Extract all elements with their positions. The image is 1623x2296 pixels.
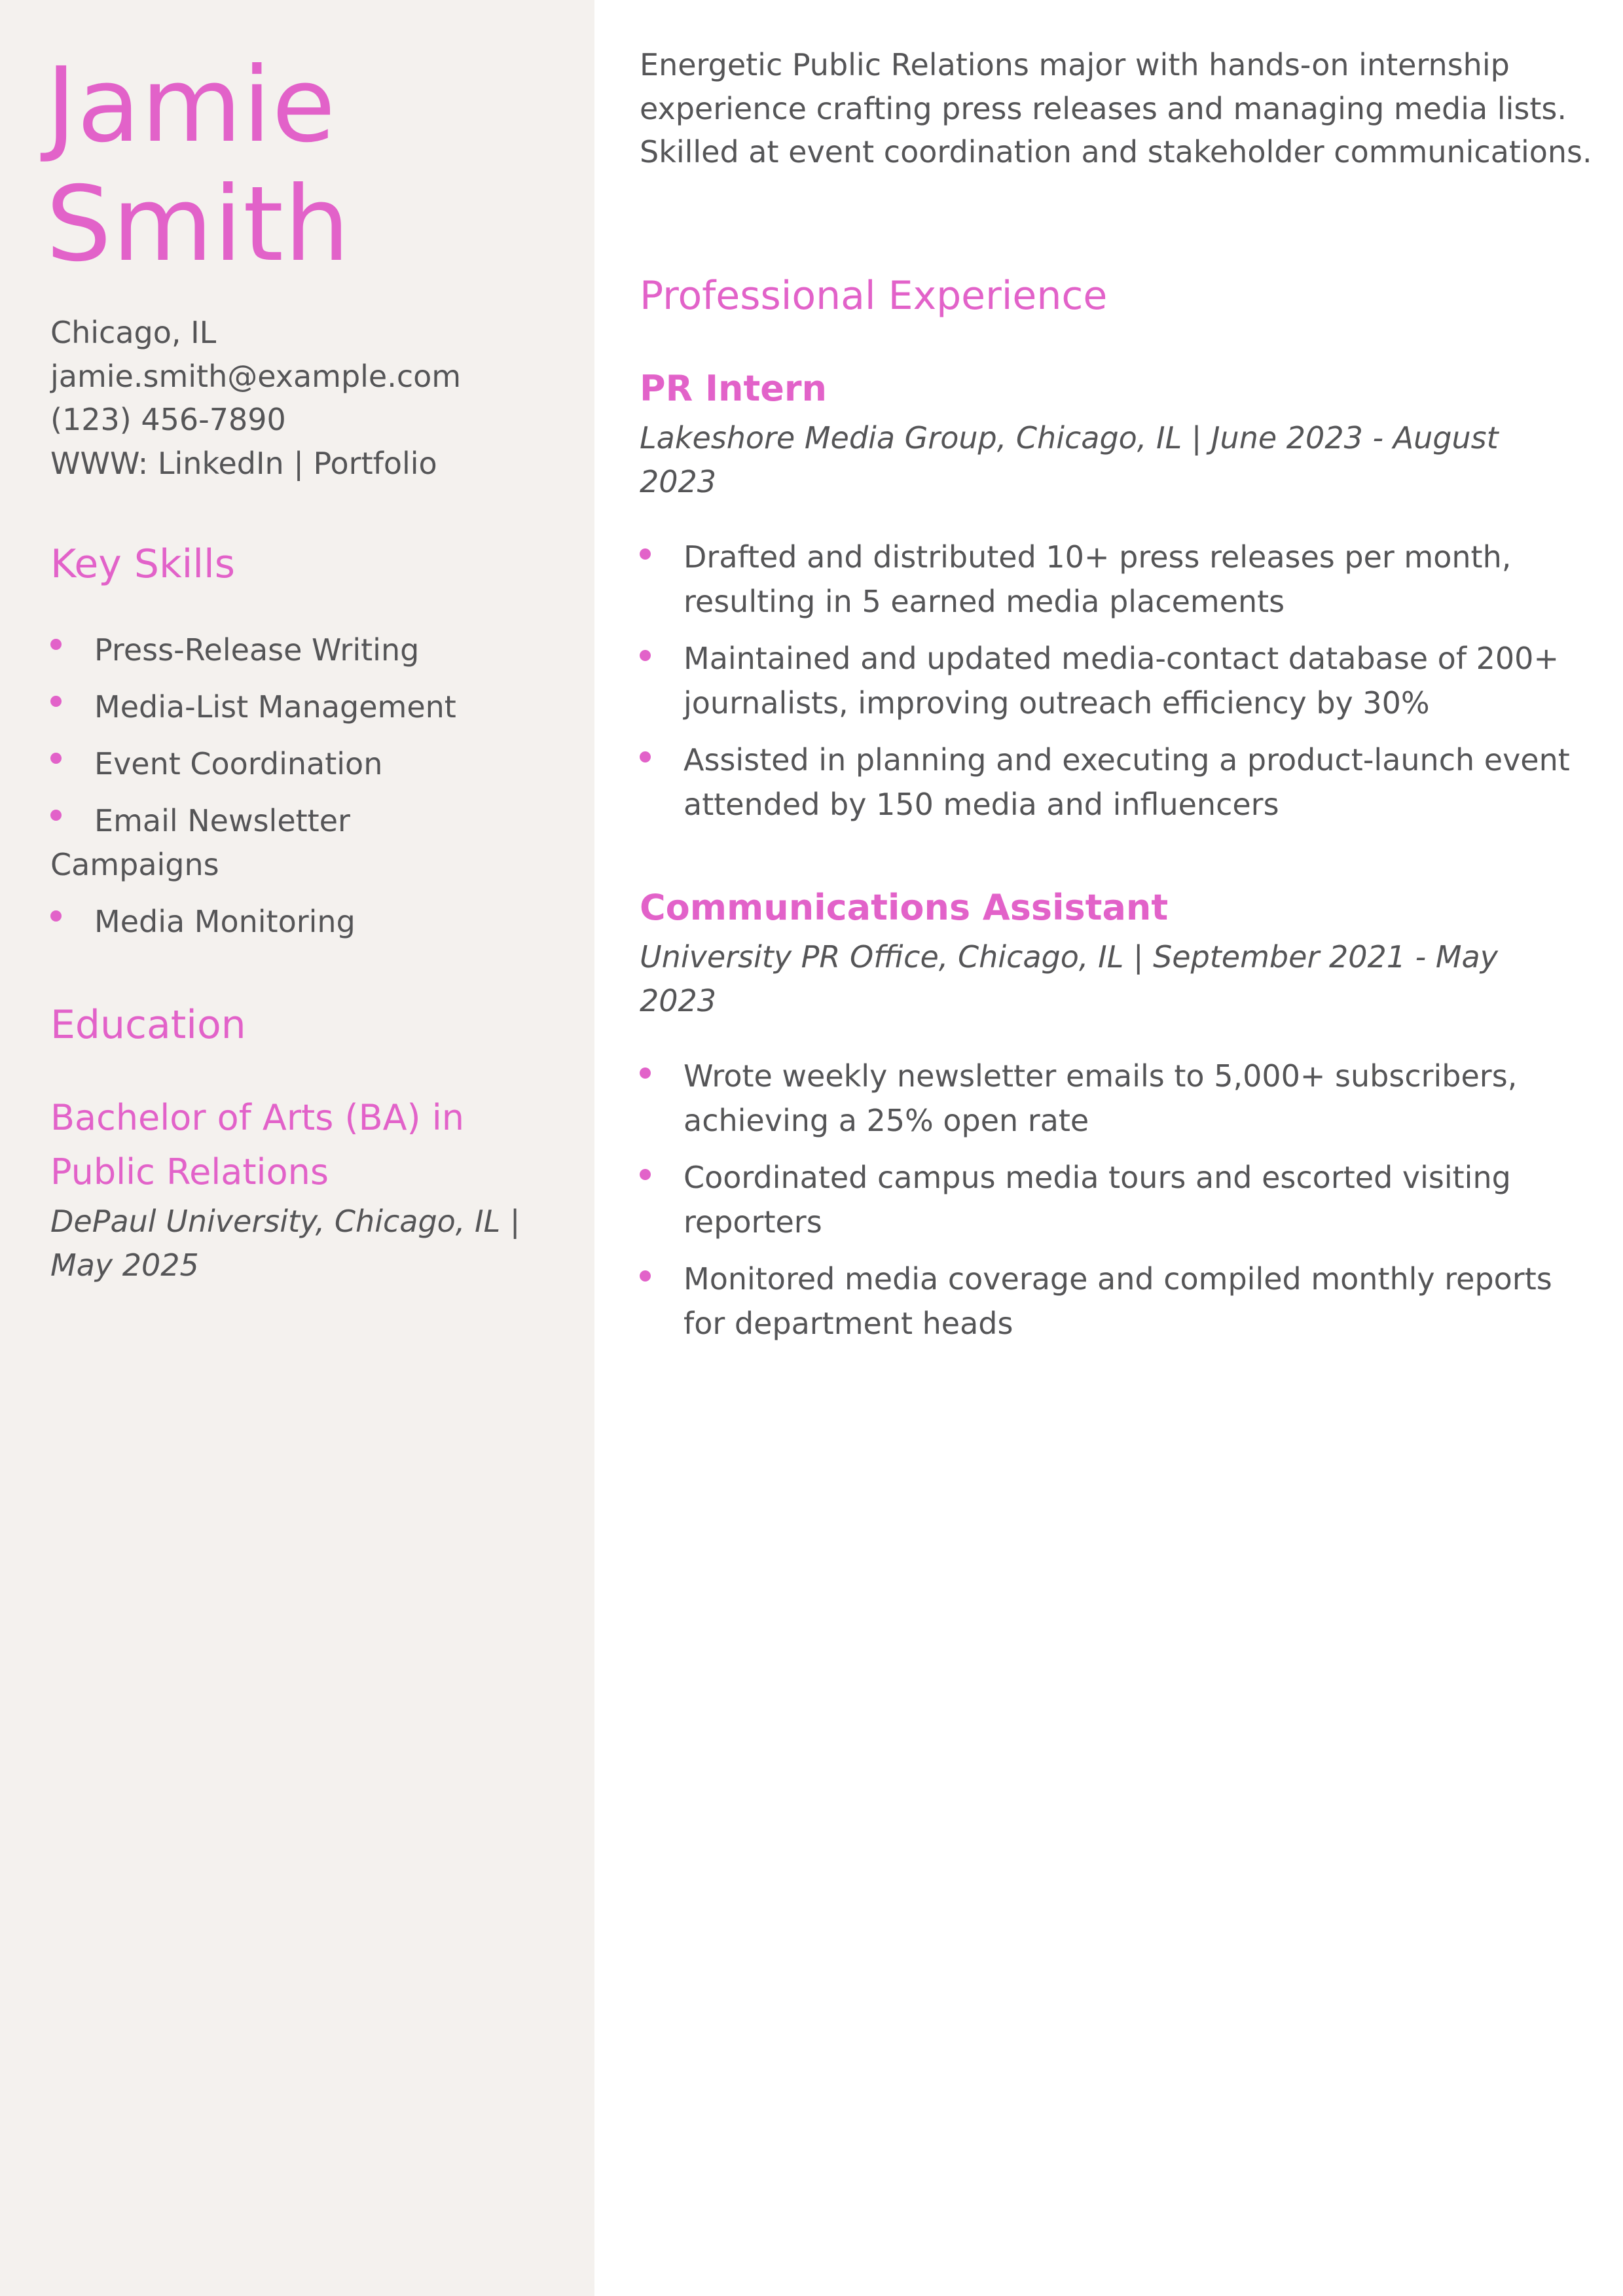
main-column [594, 0, 1623, 2296]
bullet-dot-icon [640, 1169, 651, 1180]
skill-label: Email Newsletter Campaigns [50, 803, 350, 882]
bullet-dot-icon [50, 639, 62, 650]
link-separator: | [293, 445, 304, 481]
job-bullets [640, 1054, 1602, 1359]
professional-summary: Energetic Public Relations major with hands-on internship experience crafting press releases and managing media lists. Skilled at event coordination and stakeholder communications. [640, 47, 1592, 170]
skills-heading: Key Skills [50, 541, 235, 587]
bullet-dot-icon [50, 910, 62, 922]
bullet-text: Drafted and distributed 10+ press releases per month, resulting in 5 earned media placements [684, 539, 1512, 619]
web-label: WWW: [50, 445, 149, 481]
job-bullet [640, 637, 1602, 725]
email-link[interactable]: jamie.smith@example.com [50, 358, 462, 394]
web-links [50, 442, 574, 486]
job-meta: Lakeshore Media Group, Chicago, IL | June 2023 - August 2023 [640, 420, 1499, 499]
portfolio-link[interactable]: Portfolio [313, 445, 437, 481]
last-name: Smith [46, 164, 351, 285]
bullet-text: Assisted in planning and executing a product-launch event attended by 150 media and influencers [684, 742, 1570, 822]
phone-number: (123) 456-7890 [50, 402, 286, 437]
sidebar [0, 0, 594, 2296]
bullet-dot-icon [640, 548, 651, 560]
bullet-dot-icon [640, 1067, 651, 1079]
skills-list [50, 628, 522, 957]
job-bullet [640, 1257, 1602, 1346]
skill-item [50, 799, 417, 887]
skill-item [50, 900, 522, 944]
bullet-dot-icon [50, 753, 62, 764]
bullet-dot-icon [50, 696, 62, 707]
candidate-name [46, 46, 583, 284]
skill-item [50, 685, 522, 729]
bullet-text: Wrote weekly newsletter emails to 5,000+ subscribers, achieving a 25% open rate [684, 1058, 1518, 1138]
first-name: Jamie [46, 45, 337, 166]
contact-info [50, 311, 574, 485]
education-heading: Education [50, 1002, 246, 1048]
job-bullet [640, 738, 1602, 827]
bullet-text: Monitored media coverage and compiled monthly reports for department heads [684, 1261, 1552, 1341]
job-meta: University PR Office, Chicago, IL | September 2021 - May 2023 [640, 939, 1498, 1018]
bullet-text: Coordinated campus media tours and escorted visiting reporters [684, 1160, 1511, 1240]
experience-heading: Professional Experience [640, 273, 1108, 319]
job-title: Communications Assistant [640, 887, 1169, 928]
skill-item [50, 742, 522, 786]
skill-item [50, 628, 522, 672]
degree-title: Bachelor of Arts (BA) in Public Relations [50, 1097, 465, 1193]
bullet-text: Maintained and updated media-contact database of 200+ journalists, improving outreach efficiency by 30% [684, 641, 1559, 721]
skill-label: Press-Release Writing [94, 632, 420, 668]
job-bullet [640, 1156, 1602, 1244]
job-bullet [640, 1054, 1602, 1143]
bullet-dot-icon [640, 1270, 651, 1282]
bullet-dot-icon [640, 650, 651, 661]
job-bullets [640, 535, 1602, 840]
school-info: DePaul University, Chicago, IL | May 2025 [50, 1204, 520, 1283]
bullet-dot-icon [50, 810, 62, 821]
bullet-dot-icon [640, 751, 651, 762]
job-title: PR Intern [640, 368, 828, 409]
job-bullet [640, 535, 1602, 624]
skill-label: Media Monitoring [94, 904, 356, 939]
linkedin-link[interactable]: LinkedIn [157, 445, 284, 481]
skill-label: Event Coordination [94, 746, 383, 781]
location: Chicago, IL [50, 315, 217, 350]
skill-label: Media-List Management [94, 689, 456, 725]
